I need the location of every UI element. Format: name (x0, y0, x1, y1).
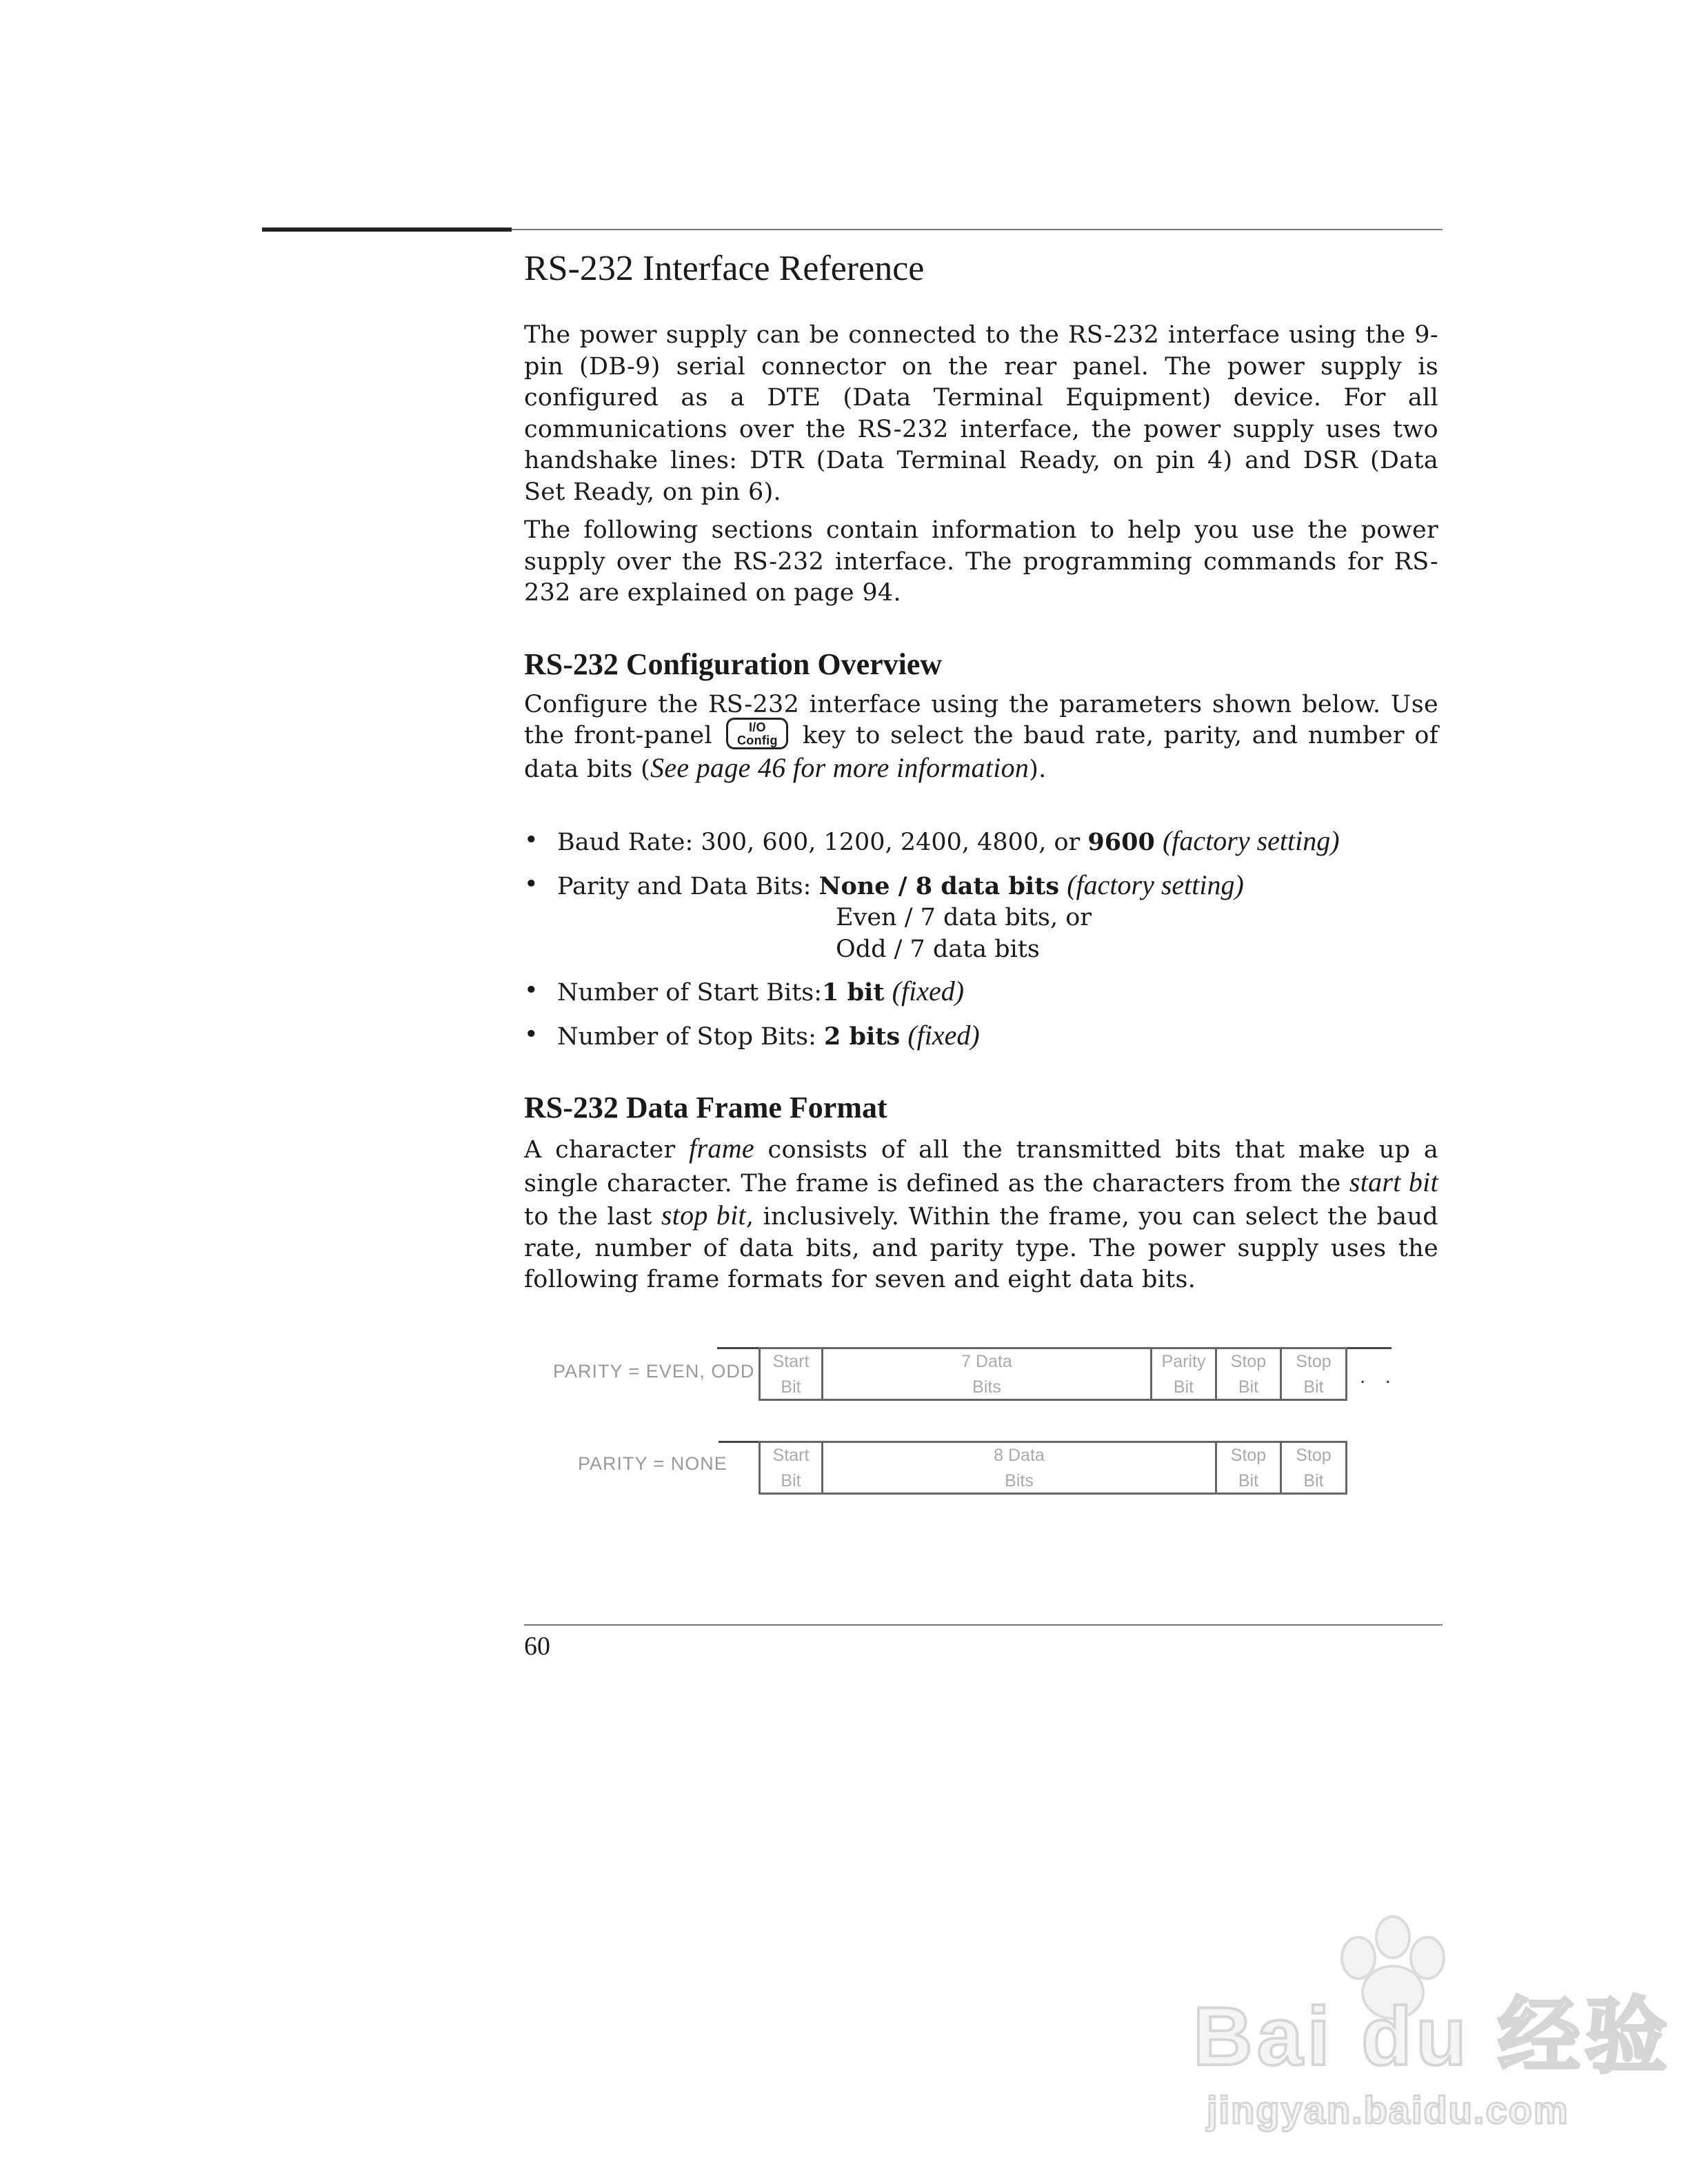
row1-stop-bit-2-cell (1280, 1347, 1347, 1401)
list-item-stop-bits (524, 1020, 1438, 1053)
frame-text-3: to the last (524, 1203, 661, 1231)
row1-parity-text: Parity (1161, 1352, 1206, 1371)
row2-stop1-bit-text: Bit (1238, 1471, 1259, 1490)
row1-stop-bit-1-cell (1215, 1347, 1282, 1401)
frame-format-diagram (524, 1337, 1448, 1503)
config-page-reference: See page 46 for more information (650, 751, 1029, 783)
frame-italic-frame: frame (689, 1133, 754, 1164)
stop-bits-label: Number of Stop Bits: (557, 1022, 824, 1051)
row2-start-bit-cell (758, 1441, 823, 1495)
start-bits-label: Number of Start Bits: (557, 979, 823, 1007)
key-label-line2: Config (737, 733, 778, 747)
row1-data-bits-cell (821, 1347, 1152, 1401)
svg-text:Bai du 经验: Bai du 经验 (1193, 1990, 1672, 2083)
row1-parity-bit-cell (1150, 1347, 1217, 1401)
parity-odd-option: Odd / 7 data bits (836, 935, 1040, 963)
config-paragraph (524, 689, 1438, 786)
frame-italic-stop-bit: stop bit (661, 1200, 746, 1231)
row1-trailing-line (1347, 1347, 1391, 1349)
row2-start-bit-text: Bit (781, 1471, 801, 1490)
stop-bits-value: 2 bits (823, 1022, 901, 1051)
row2-start-text: Start (772, 1446, 810, 1465)
row2-stop2-text: Stop (1296, 1446, 1332, 1465)
key-label-line1: I/O (748, 720, 766, 734)
svg-text:jingyan.baidu.com: jingyan.baidu.com (1207, 2088, 1569, 2132)
parity-even-option: Even / 7 data bits, or (836, 904, 1092, 931)
config-parameter-list (524, 825, 1438, 1053)
intro-paragraph-2: The following sections contain information to help you use the power supply over the RS-232 interface. The programming commands for RS-232 are explained on page 94. (524, 516, 1438, 607)
frame-text-4: , inclusively. Within the frame, you can select the baud rate, number of data bits, and parity type. The power supply uses the following frame formats for seven and eight data bits. (524, 1203, 1438, 1293)
row2-parity-label: PARITY = NONE (578, 1453, 727, 1474)
section-title: RS-232 Interface Reference (524, 249, 925, 288)
frame-paragraph (524, 1133, 1438, 1296)
start-bits-value: 1 bit (822, 978, 885, 1007)
row2-idle-line (719, 1441, 760, 1443)
row2-data-text: 8 Data (994, 1446, 1045, 1465)
intro-paragraph-1: The power supply can be connected to the RS-232 interface using the 9-pin (DB-9) serial connector on the rear panel. The power supply is configured as a DTE (Data Terminal Equipment) device. For all communications over the RS-232 interface, the power supply uses two handshake lines: DTR (Data Terminal Ready, on pin 4) and DSR (Data Set Ready, on pin 6). (524, 321, 1438, 506)
row1-start-bit-cell (758, 1347, 823, 1401)
frame-heading: RS-232 Data Frame Format (524, 1091, 887, 1124)
parity-factory-setting: (factory setting) (1067, 869, 1244, 900)
parity-label: Parity and Data Bits: (557, 872, 819, 900)
row2-stop2-bit-text: Bit (1303, 1471, 1324, 1490)
row1-data-bits-text: Bits (972, 1377, 1001, 1397)
row1-stop2-text: Stop (1296, 1352, 1332, 1371)
row1-start-bit-text: Bit (781, 1377, 801, 1397)
row1-stop1-bit-text: Bit (1238, 1377, 1259, 1397)
frame-text-2: consists of all the transmitted bits that make up a single character. The frame is defined as the characters from the (524, 1136, 1438, 1197)
row1-stop1-text: Stop (1230, 1352, 1267, 1371)
stop-bits-fixed: (fixed) (907, 1019, 980, 1051)
config-text-after-key: key to select the baud rate, parity, and number of data bits ( (524, 722, 1439, 783)
io-config-key-icon (726, 718, 788, 749)
row2-stop1-text: Stop (1230, 1446, 1267, 1465)
list-item-baud-rate (524, 825, 1438, 859)
start-bits-fixed: (fixed) (892, 975, 965, 1007)
row1-parity-bit-text: Bit (1173, 1377, 1194, 1397)
baud-factory-setting: (factory setting) (1162, 825, 1340, 856)
row1-start-text: Start (772, 1352, 810, 1371)
footer-rule (524, 1624, 1443, 1626)
baidu-watermark-logo (1186, 1910, 1672, 2137)
config-heading: RS-232 Configuration Overview (524, 647, 943, 681)
row1-continuation-dots: . . (1360, 1365, 1398, 1388)
config-text-end: ). (1029, 755, 1047, 783)
parity-default: None / 8 data bits (818, 871, 1060, 900)
baud-rate-default: 9600 (1087, 828, 1155, 856)
row1-parity-label: PARITY = EVEN, ODD (553, 1361, 755, 1382)
row2-data-bits-text: Bits (1005, 1471, 1034, 1490)
page-number: 60 (524, 1632, 550, 1661)
row1-data-text: 7 Data (961, 1352, 1012, 1371)
header-rule-thick (262, 228, 512, 232)
frame-text-1: A character (524, 1136, 690, 1164)
row2-stop-bit-1-cell (1215, 1441, 1282, 1495)
row2-data-bits-cell (821, 1441, 1217, 1495)
row1-idle-line (717, 1347, 760, 1349)
list-item-start-bits (524, 975, 1438, 1009)
header-rule-thin (512, 229, 1443, 230)
page-content (524, 243, 1438, 1303)
list-item-parity (524, 869, 1438, 966)
frame-italic-start-bit: start bit (1349, 1166, 1438, 1197)
config-text-before-key: Configure the RS-232 interface using the parameters shown below. Use the front-panel (524, 690, 1438, 749)
row2-stop-bit-2-cell (1280, 1441, 1347, 1495)
row1-stop2-bit-text: Bit (1303, 1377, 1324, 1397)
baud-rate-label: Baud Rate: 300, 600, 1200, 2400, 4800, or (557, 829, 1088, 856)
